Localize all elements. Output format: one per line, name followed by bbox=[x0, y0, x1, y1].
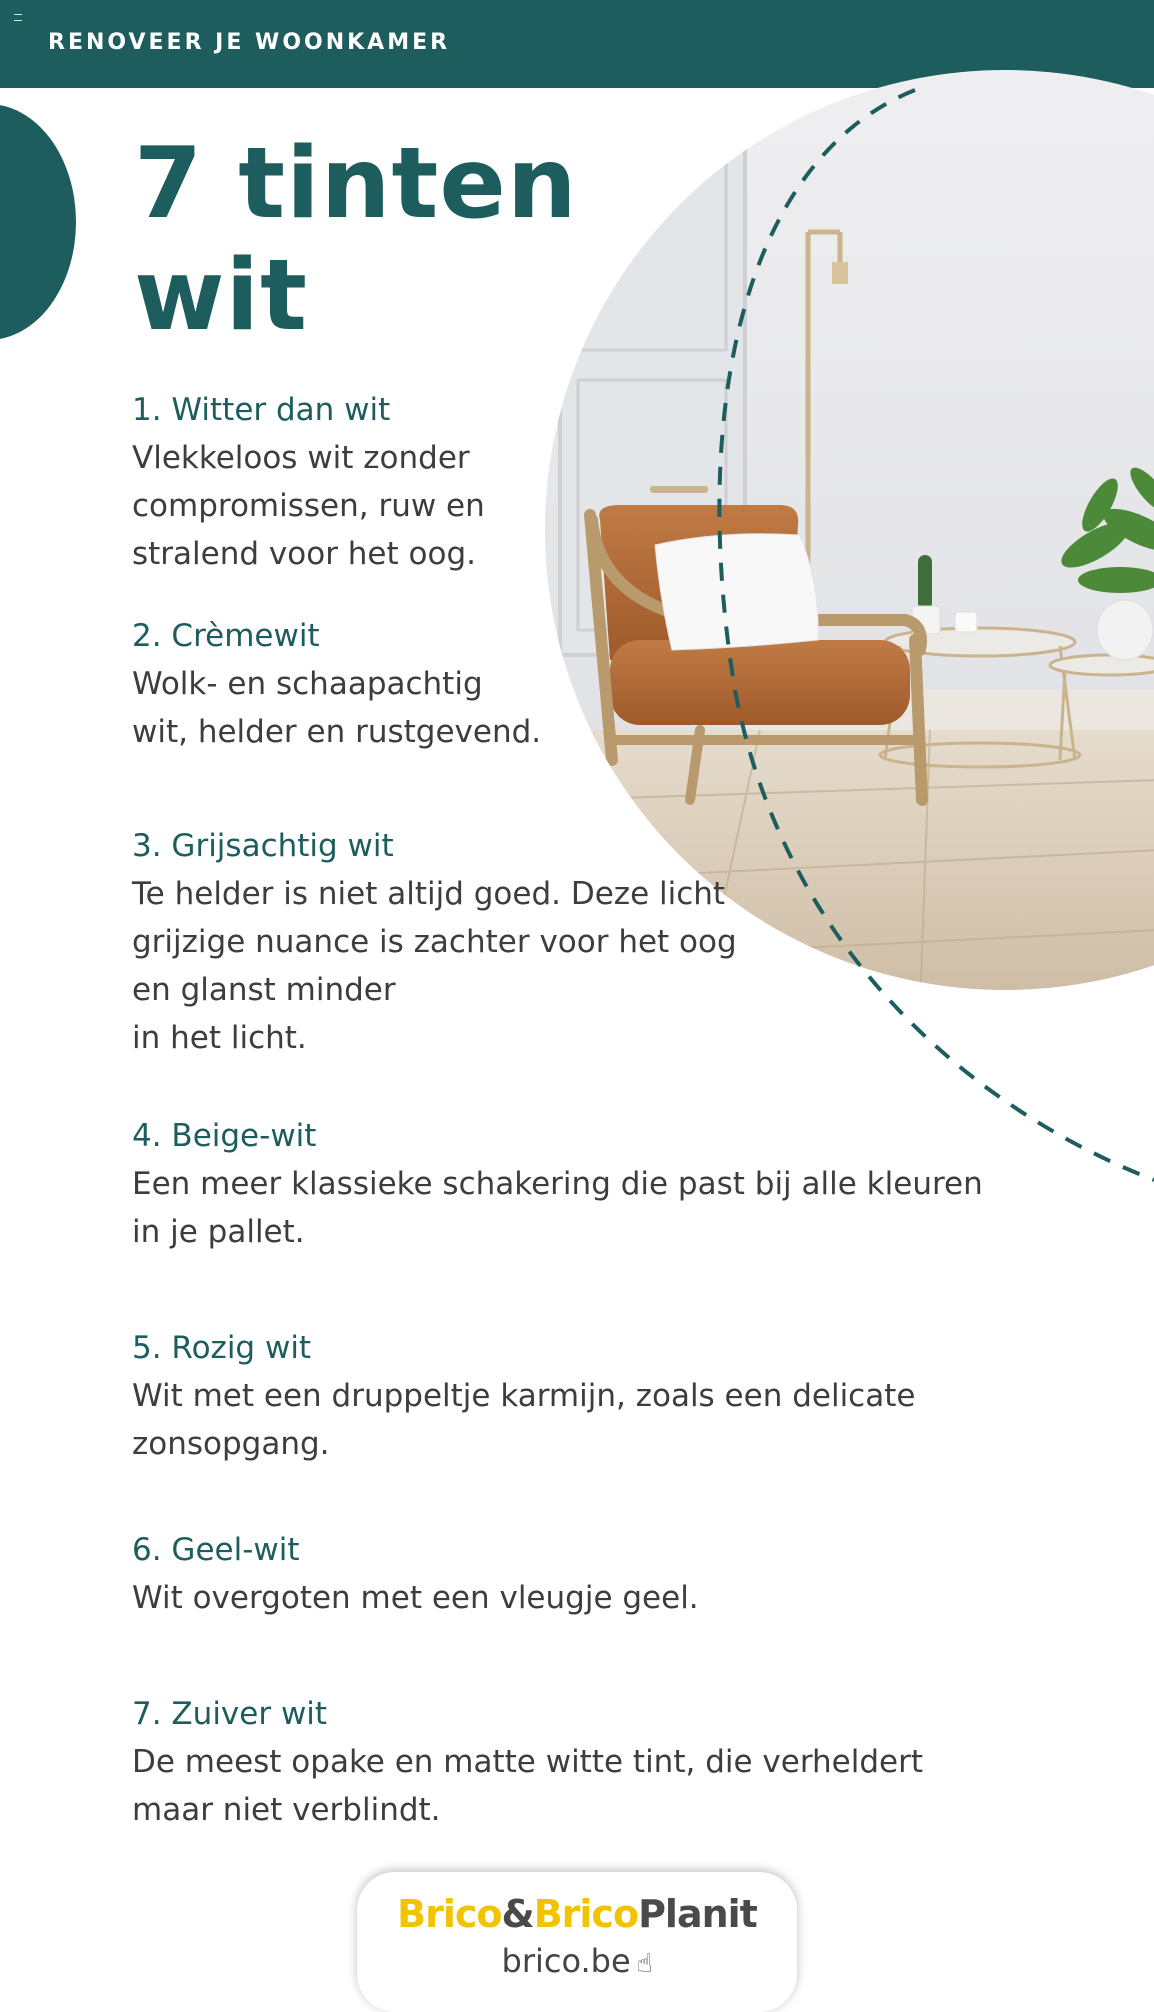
list-item bbox=[132, 1530, 1052, 1622]
item-heading: 6. Geel-wit bbox=[132, 1532, 300, 1568]
title-line-1: 7 tinten bbox=[134, 127, 578, 241]
list-item bbox=[132, 1328, 1052, 1468]
item-heading: 1. Witter dan wit bbox=[132, 392, 391, 428]
section-title: RENOVEER JE WOONKAMER bbox=[48, 30, 451, 55]
list-item bbox=[132, 826, 1052, 1062]
brand-brico-1: Brico bbox=[397, 1892, 502, 1936]
brand-card[interactable] bbox=[357, 1872, 797, 2012]
title-line-2: wit bbox=[134, 239, 308, 353]
list-item bbox=[132, 1694, 1052, 1834]
brand-planit: Planit bbox=[638, 1892, 757, 1936]
item-text: De meest opake en matte witte tint, die verheldert maar niet verblindt. bbox=[132, 1744, 924, 1828]
item-text: Een meer klassieke schakering die past bij alle kleuren in je pallet. bbox=[132, 1166, 983, 1250]
item-text: Vlekkeloos wit zonder compromissen, ruw en stralend voor het oog. bbox=[132, 440, 485, 572]
item-heading: 5. Rozig wit bbox=[132, 1330, 312, 1366]
item-text: Wolk- en schaapachtig wit, helder en rustgevend. bbox=[132, 666, 542, 750]
item-heading: 3. Grijsachtig wit bbox=[132, 828, 394, 864]
item-text: Wit met een druppeltje karmijn, zoals een delicate zonsopgang. bbox=[132, 1378, 916, 1462]
item-heading: 4. Beige-wit bbox=[132, 1118, 317, 1154]
item-text: Te helder is niet altijd goed. Deze licht grijzige nuance is zachter voor het oog en glanst minder in het licht. bbox=[132, 876, 737, 1056]
brand-logo bbox=[357, 1892, 797, 1936]
pointer-hand-icon: ☝ bbox=[636, 1949, 653, 1979]
list-item bbox=[132, 616, 1052, 756]
brand-brico-2: Brico bbox=[533, 1892, 639, 1936]
item-text: Wit overgoten met een vleugje geel. bbox=[132, 1580, 699, 1616]
list-item bbox=[132, 1116, 1052, 1256]
page-title bbox=[134, 128, 578, 352]
item-heading: 7. Zuiver wit bbox=[132, 1696, 328, 1732]
brand-ampersand: & bbox=[501, 1892, 534, 1936]
item-heading: 2. Crèmewit bbox=[132, 618, 320, 654]
list-item bbox=[132, 390, 1052, 578]
website-text: brico.be bbox=[501, 1942, 631, 1980]
website-link[interactable] bbox=[357, 1942, 797, 1980]
